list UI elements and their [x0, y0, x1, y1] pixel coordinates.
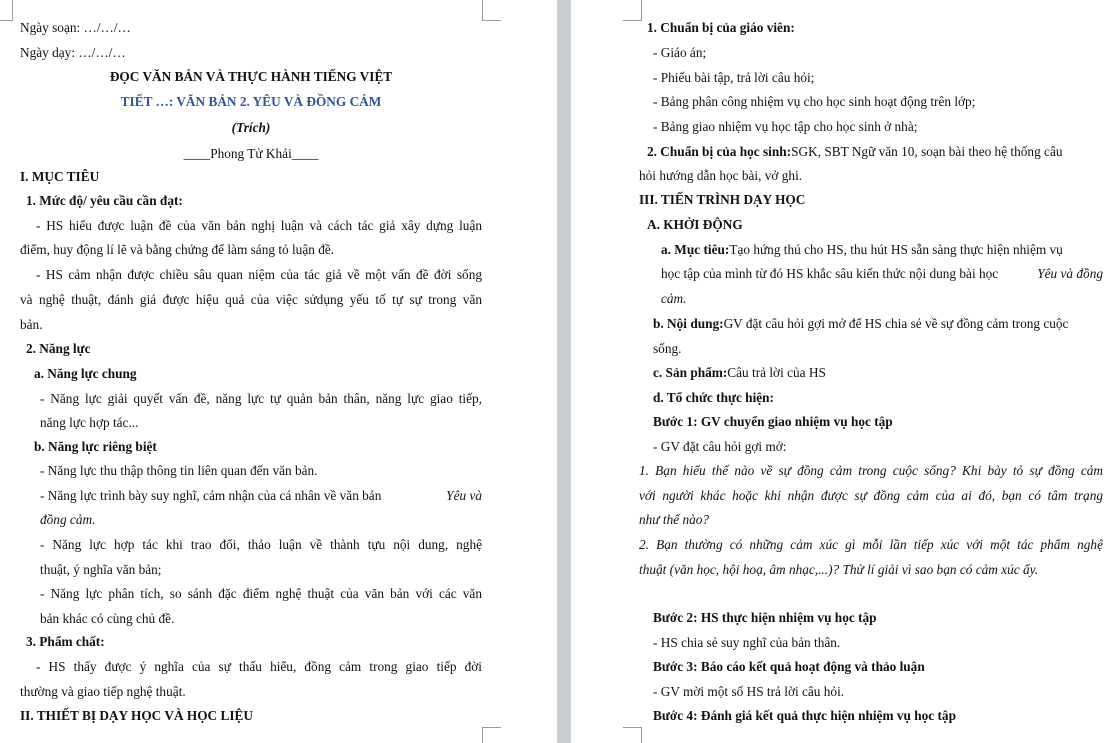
- paragraph-line: năng lực hợp tác...: [40, 415, 139, 430]
- crop-mark: [623, 0, 642, 21]
- work-title: cảm.: [661, 291, 687, 306]
- paragraph-line: - HS hiểu được luận đề của văn bản nghị luận và cách tác giả xây dựng luận: [36, 218, 482, 233]
- subheading-organization: d. Tổ chức thực hiện:: [653, 390, 774, 405]
- paragraph-line: [661, 242, 1103, 258]
- label: b. Nội dung:: [653, 316, 724, 331]
- paragraph-line: điểm, huy động lí lẽ và bằng chứng để làm sáng tỏ luận đề.: [20, 242, 335, 257]
- step-heading: Bước 4: Đánh giá kết quả thực hiện nhiệm vụ học tập: [653, 708, 956, 723]
- crop-mark: [0, 0, 13, 21]
- paragraph-line: [661, 266, 1103, 282]
- list-item: - GV mời một số HS trả lời câu hỏi.: [653, 684, 845, 699]
- lesson-title: TIẾT …: VĂN BẢN 2. YÊU VÀ ĐỒNG CẢM: [120, 94, 382, 109]
- work-title: đồng cảm.: [40, 512, 96, 527]
- document-heading: ĐỌC VĂN BẢN VÀ THỰC HÀNH TIẾNG VIỆT: [109, 69, 393, 84]
- paragraph-line: [40, 488, 482, 504]
- work-title: Yêu và: [446, 488, 482, 503]
- label: 2. Chuẩn bị của học sinh:: [647, 144, 792, 159]
- paragraph-line: [653, 365, 826, 381]
- paragraph-text: GV đặt câu hỏi gợi mở để HS chia sẻ về sự đồng cảm trong cuộc: [723, 316, 1069, 331]
- paragraph-text: - Năng lực trình bày suy nghĩ, cảm nhận của cá nhân về văn bản: [40, 488, 382, 503]
- paragraph-text: Tạo hứng thú cho HS, thu hút HS sẵn sàng thực hiện nhiệm vụ: [729, 242, 1063, 257]
- subheading-qualities: 3. Phẩm chất:: [26, 634, 105, 649]
- author-line: ____Phong Tử Khải____: [183, 146, 319, 161]
- label: c. Sản phẩm:: [653, 365, 728, 380]
- document-page-right: [571, 0, 1117, 743]
- work-title: Yêu và đồng: [1037, 266, 1103, 281]
- date-compose: Ngày soạn: …/…/…: [20, 20, 131, 35]
- date-teach: Ngày dạy: …/…/…: [20, 45, 126, 60]
- paragraph-line: - HS cảm nhận được chiều sâu quan niệm của tác giả về một vấn đề đời sống: [36, 267, 482, 282]
- subheading-warmup: A. KHỞI ĐỘNG: [647, 217, 743, 232]
- section-heading-materials: II. THIẾT BỊ DẠY HỌC VÀ HỌC LIỆU: [20, 708, 254, 723]
- label: a. Mục tiêu:: [661, 242, 730, 257]
- subheading-specific-competence: b. Năng lực riêng biệt: [34, 439, 157, 454]
- paragraph-line: thường và giao tiếp nghệ thuật.: [20, 684, 186, 699]
- page-gap: [557, 0, 571, 743]
- paragraph-line: - Năng lực thu thập thông tin liên quan đến văn bản.: [40, 463, 318, 478]
- excerpt-note: (Trích): [231, 120, 271, 135]
- paragraph-line: bản.: [20, 317, 43, 332]
- step-heading: Bước 1: GV chuyển giao nhiệm vụ học tập: [653, 414, 893, 429]
- paragraph-text: Câu trả lời của HS: [727, 365, 826, 380]
- step-heading: Bước 2: HS thực hiện nhiệm vụ học tập: [653, 610, 877, 625]
- paragraph-line: [647, 144, 1103, 160]
- step-heading: Bước 3: Báo cáo kết quả hoạt động và thảo luận: [653, 659, 925, 674]
- question-line: với người khác hoặc khi nhận được sự đồng cảm của ai đó, bạn có tâm trạng: [639, 488, 1103, 503]
- list-item: - Bảng phân công nhiệm vụ cho học sinh hoạt động trên lớp;: [653, 94, 976, 109]
- subheading-general-competence: a. Năng lực chung: [34, 366, 137, 381]
- paragraph-line: và nghệ thuật, đánh giá được hiệu quả của việc sửdụng yếu tố tự sự trong văn: [20, 292, 482, 307]
- subheading-teacher-prep: 1. Chuẩn bị của giáo viên:: [647, 20, 795, 35]
- list-item: - Giáo án;: [653, 45, 707, 60]
- list-item: - HS chia sẻ suy nghĩ của bản thân.: [653, 635, 841, 650]
- paragraph-line: thuật, ý nghĩa văn bản;: [40, 562, 162, 577]
- paragraph-line: sống.: [653, 341, 682, 356]
- paragraph-line: - Năng lực hợp tác khi trao đổi, thảo luận về thành tựu nội dung, nghệ: [40, 537, 482, 552]
- section-heading-objectives: I. MỤC TIÊU: [20, 169, 100, 184]
- paragraph-line: [653, 316, 1103, 332]
- paragraph-text: học tập của mình từ đó HS khắc sâu kiến thức nội dung bài học: [661, 266, 999, 281]
- document-page-left: [0, 0, 557, 743]
- list-item: - Bảng giao nhiệm vụ học tập cho học sinh ở nhà;: [653, 119, 918, 134]
- question-line: như thế nào?: [639, 512, 710, 527]
- paragraph-line: bản khác có cùng chủ đề.: [40, 611, 175, 626]
- paragraph-line: - Năng lực giải quyết vấn đề, năng lực tự quản bản thân, năng lực giao tiếp,: [40, 391, 482, 406]
- question-line: 1. Bạn hiểu thế nào về sự đồng cảm trong cuộc sống? Khi bày tỏ sự đồng cảm: [639, 463, 1103, 478]
- crop-mark: [482, 0, 501, 21]
- subheading-requirements: 1. Mức độ/ yêu cầu cần đạt:: [26, 193, 183, 208]
- list-item: - Phiếu bài tập, trả lời câu hỏi;: [653, 70, 815, 85]
- question-line: thuật (văn học, hội hoạ, âm nhạc,...)? Thử lí giải vì sao bạn có cảm xúc ấy.: [639, 562, 1039, 577]
- paragraph-text: SGK, SBT Ngữ văn 10, soạn bài theo hệ thống câu: [791, 144, 1063, 159]
- question-line: 2. Bạn thường có những cảm xúc gì mỗi lần tiếp xúc với một tác phẩm nghệ: [639, 537, 1103, 552]
- section-heading-process: III. TIẾN TRÌNH DẠY HỌC: [639, 192, 806, 207]
- paragraph-line: hỏi hướng dẫn học bài, vở ghi.: [639, 168, 803, 183]
- subheading-competence: 2. Năng lực: [26, 341, 91, 356]
- crop-mark: [623, 727, 642, 743]
- paragraph-line: - Năng lực phân tích, so sánh đặc điểm nghệ thuật của văn bản với các văn: [40, 586, 482, 601]
- paragraph-line: - HS thấy được ý nghĩa của sự thấu hiểu, đồng cảm trong giao tiếp đời: [36, 659, 482, 674]
- list-item: - GV đặt câu hỏi gợi mở:: [653, 439, 787, 454]
- crop-mark: [482, 727, 501, 743]
